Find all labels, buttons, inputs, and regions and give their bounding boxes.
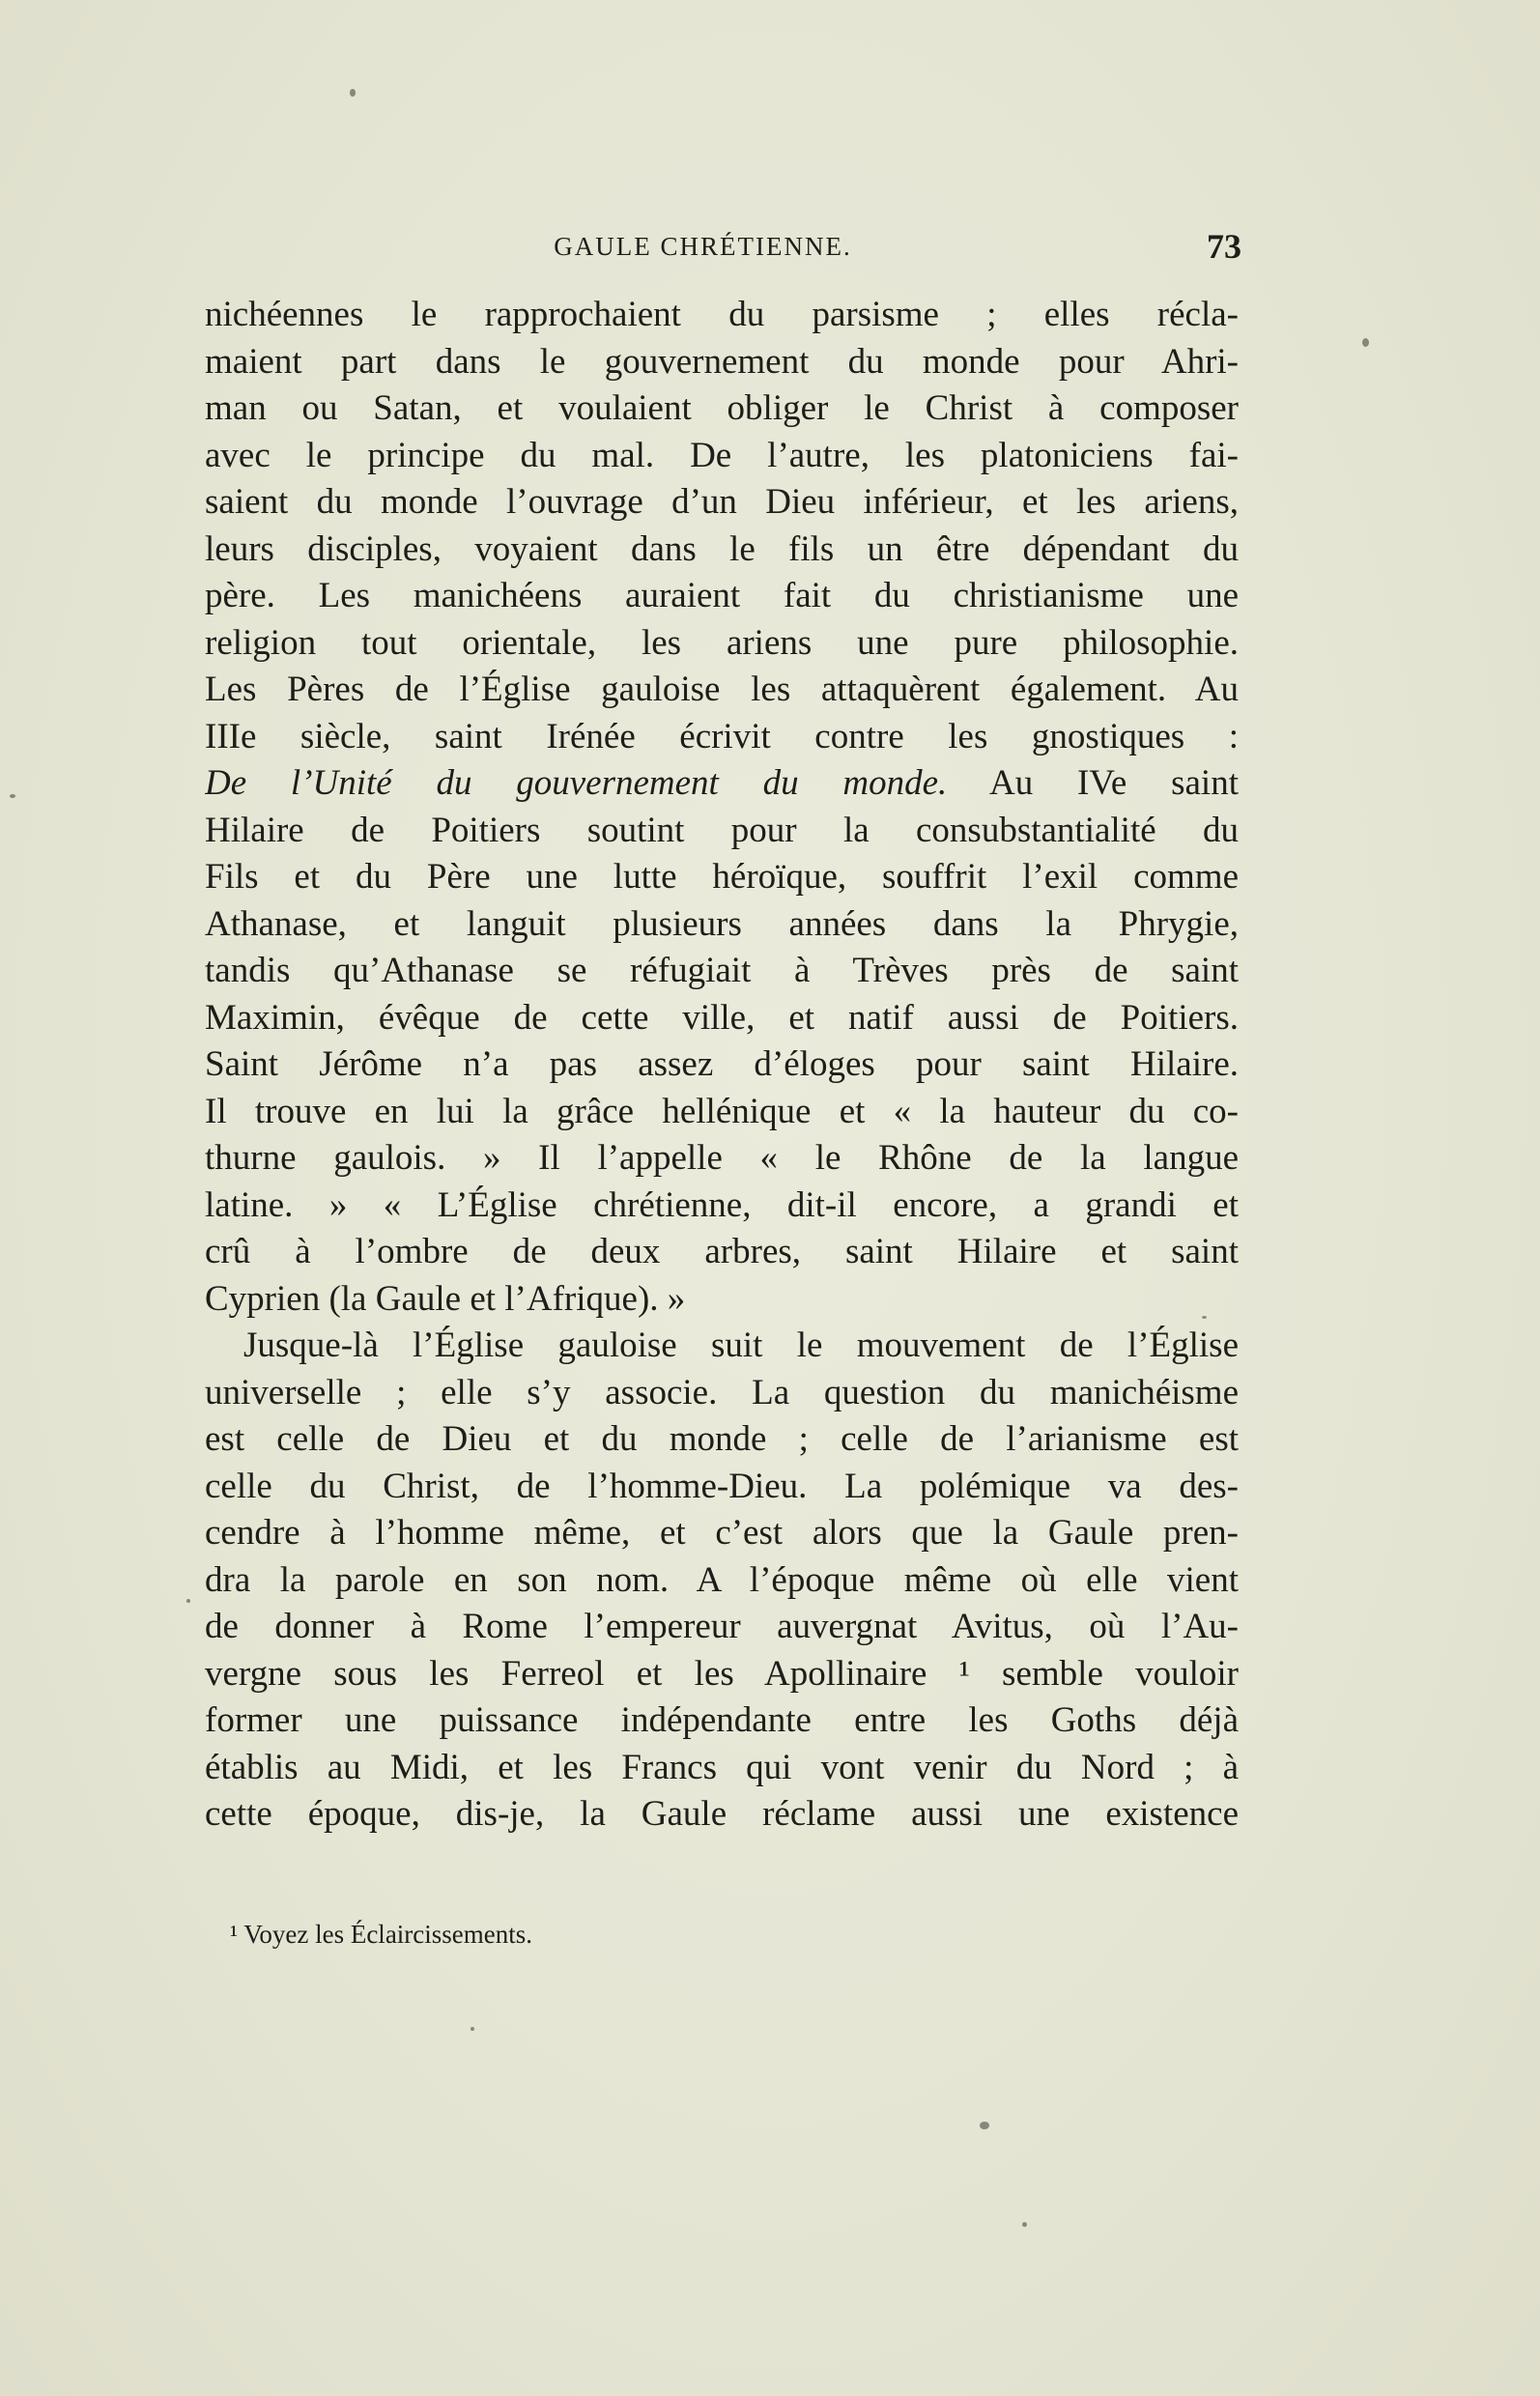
text-line: Fils et du Père une lutte héroïque, souffrit l’exil comme — [205, 857, 1239, 897]
text-line: saient du monde l’ouvrage d’un Dieu inférieur, et les ariens, — [205, 482, 1239, 522]
text-line: Il trouve en lui la grâce hellénique et « la hauteur du co- — [205, 1091, 1239, 1131]
page-header — [203, 227, 1241, 274]
text-line: Saint Jérôme n’a pas assez d’éloges pour saint Hilaire. — [205, 1044, 1239, 1084]
text-line: tandis qu’Athanase se réfugiait à Trèves près de saint — [205, 951, 1239, 990]
paper-speck — [10, 794, 15, 798]
text-line-italic: De l’Unité du gouvernement du monde. Au IVe saint — [205, 763, 1239, 803]
body-text — [205, 292, 1239, 1839]
footnote: ¹ Voyez les Éclaircissements. — [230, 1920, 533, 1949]
text-line: Athanase, et languit plusieurs années dans la Phrygie, — [205, 903, 1239, 944]
paper-speck — [471, 2027, 474, 2031]
text-line: dra la parole en son nom. A l’époque même où elle vient — [205, 1559, 1239, 1600]
text-line: Les Pères de l’Église gauloise les attaquèrent également. Au — [205, 670, 1239, 709]
paper-speck — [186, 1599, 190, 1603]
text-line: universelle ; elle s’y associe. La question du manichéisme — [205, 1372, 1239, 1412]
text-line: latine. » « L’Église chrétienne, dit-il encore, a grandi et — [205, 1184, 1239, 1225]
text-line: celle du Christ, de l’homme-Dieu. La polémique va des- — [205, 1466, 1239, 1506]
paper-speck — [1362, 338, 1369, 347]
paragraph-last-line: Cyprien (la Gaule et l’Afrique). » — [205, 1278, 686, 1319]
text-line: père. Les manichéens auraient fait du christianisme une — [205, 576, 1239, 615]
text-line: religion tout orientale, les ariens une pure philosophie. — [205, 622, 1239, 663]
text-line: avec le principe du mal. De l’autre, les platoniciens fai- — [205, 435, 1239, 475]
paper-speck — [350, 89, 356, 97]
paper-speck — [1202, 1316, 1207, 1319]
text-line: de donner à Rome l’empereur auvergnat Avitus, où l’Au- — [205, 1607, 1239, 1646]
text-line: Hilaire de Poitiers soutint pour la consubstantialité du — [205, 810, 1239, 850]
text-line: former une puissance indépendante entre les Goths déjà — [205, 1700, 1239, 1740]
text-line: cendre à l’homme même, et c’est alors que la Gaule pren- — [205, 1513, 1239, 1553]
text-line: thurne gaulois. » Il l’appelle « le Rhône de la langue — [205, 1138, 1239, 1178]
page-number: 73 — [1207, 227, 1241, 266]
running-title: GAULE CHRÉTIENNE. — [554, 232, 852, 261]
paragraph-first-line: Jusque-là l’Église gauloise suit le mouvement de l’Église — [243, 1326, 1239, 1365]
text-line: Maximin, évêque de cette ville, et natif aussi de Poitiers. — [205, 997, 1239, 1038]
text-line: cette époque, dis-je, la Gaule réclame aussi une existence — [205, 1794, 1239, 1834]
text-line: man ou Satan, et voulaient obliger le Christ à composer — [205, 388, 1239, 428]
paper-speck — [980, 2122, 989, 2129]
text-line: nichéennes le rapprochaient du parsisme ; elles récla- — [205, 295, 1239, 334]
text-line: IIIe siècle, saint Irénée écrivit contre les gnostiques : — [205, 716, 1239, 756]
text-line: leurs disciples, voyaient dans le fils un être dépendant du — [205, 528, 1239, 569]
text-line: établis au Midi, et les Francs qui vont venir du Nord ; à — [205, 1747, 1239, 1787]
text-line: est celle de Dieu et du monde ; celle de l’arianisme est — [205, 1419, 1239, 1459]
text-line: vergne sous les Ferreol et les Apollinaire ¹ semble vouloir — [205, 1653, 1239, 1694]
paper-speck — [1022, 2222, 1027, 2227]
text-line: maient part dans le gouvernement du monde pour Ahri- — [205, 341, 1239, 382]
text-line: crû à l’ombre de deux arbres, saint Hilaire et saint — [205, 1232, 1239, 1271]
